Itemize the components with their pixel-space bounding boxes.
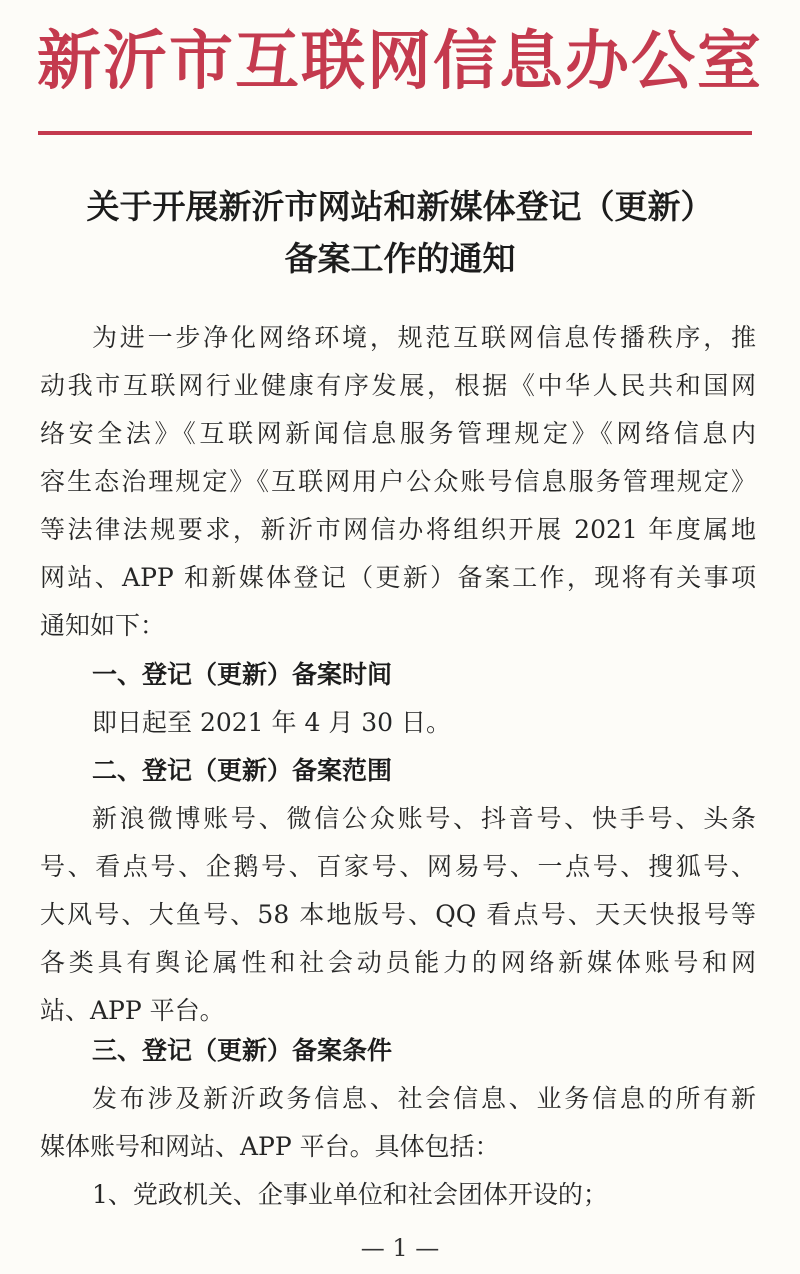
- section-heading-time: 一、登记（更新）备案时间: [92, 660, 393, 689]
- intro-line: 为进一步净化网络环境，规范互联网信息传播秩序，推: [92, 323, 756, 352]
- section-conditions-line: 发布涉及新沂政务信息、社会信息、业务信息的所有新: [92, 1084, 756, 1113]
- intro-line: 动我市互联网行业健康有序发展，根据《中华人民共和国网: [40, 371, 756, 400]
- section-scope-line: 站、APP 平台。: [40, 996, 225, 1025]
- intro-line: 通知如下：: [40, 611, 166, 640]
- section-scope-line: 大风号、大鱼号、58 本地版号、QQ 看点号、天天快报号等: [40, 900, 756, 929]
- notice-title-line-2: 备案工作的通知: [284, 239, 516, 278]
- section-heading-conditions: 三、登记（更新）备案条件: [92, 1036, 393, 1065]
- section-conditions-line: 1、党政机关、企事业单位和社会团体开设的；: [92, 1180, 608, 1209]
- section-time-line: 即日起至 2021 年 4 月 30 日。: [92, 708, 452, 737]
- intro-line: 等法律法规要求，新沂市网信办将组织开展 2021 年度属地: [40, 515, 756, 544]
- intro-line: 网站、APP 和新媒体登记（更新）备案工作，现将有关事项: [40, 563, 756, 592]
- notice-title-line-1: 关于开展新沂市网站和新媒体登记（更新）: [86, 187, 714, 226]
- letterhead-title: 新沂市互联网信息办公室: [37, 24, 763, 99]
- section-scope-line: 新浪微博账号、微信公众账号、抖音号、快手号、头条: [92, 804, 756, 833]
- page-number: — 1 —: [360, 1234, 440, 1262]
- section-conditions-line: 媒体账号和网站、APP 平台。具体包括：: [40, 1132, 500, 1161]
- intro-line: 络安全法》《互联网新闻信息服务管理规定》《网络信息内: [40, 419, 756, 448]
- section-heading-scope: 二、登记（更新）备案范围: [92, 756, 393, 785]
- section-scope-line: 号、看点号、企鹅号、百家号、网易号、一点号、搜狐号、: [40, 852, 756, 881]
- intro-line: 容生态治理规定》《互联网用户公众账号信息服务管理规定》: [40, 467, 756, 496]
- red-divider-rule: [38, 131, 752, 135]
- section-scope-line: 各类具有舆论属性和社会动员能力的网络新媒体账号和网: [40, 948, 756, 977]
